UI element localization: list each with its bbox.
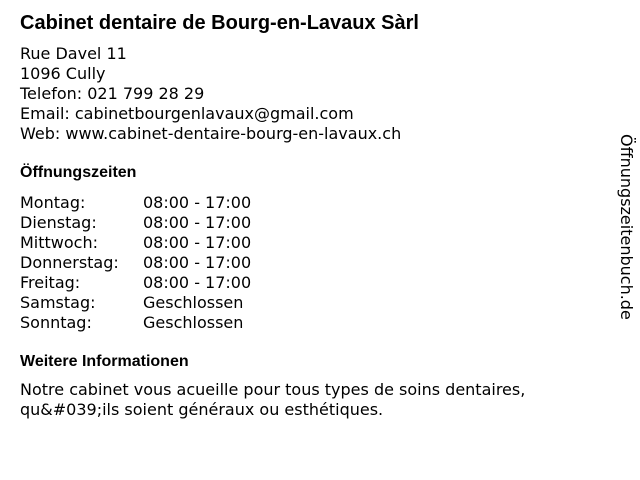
opening-hours-table (20, 193, 610, 333)
website: Web: www.cabinet-dentaire-bourg-en-lavaux.ch (20, 124, 402, 143)
hours-time: Geschlossen (143, 313, 244, 332)
hours-row (20, 273, 610, 293)
hours-row (20, 213, 610, 233)
hours-day: Donnerstag: (20, 253, 119, 272)
hours-time: 08:00 - 17:00 (143, 193, 252, 212)
hours-day: Samstag: (20, 293, 96, 312)
watermark-label: Öffnungszeitenbuch.de (617, 134, 636, 320)
email-address: Email: cabinetbourgenlavaux@gmail.com (20, 104, 354, 123)
business-card (20, 10, 610, 420)
hours-row (20, 253, 610, 273)
hours-day: Montag: (20, 193, 86, 212)
phone-number: Telefon: 021 799 28 29 (20, 84, 205, 103)
hours-row (20, 233, 610, 253)
hours-row (20, 193, 610, 213)
hours-time: 08:00 - 17:00 (143, 253, 252, 272)
hours-row (20, 293, 610, 313)
hours-time: 08:00 - 17:00 (143, 273, 252, 292)
hours-time: 08:00 - 17:00 (143, 213, 252, 232)
city: 1096 Cully (20, 64, 106, 83)
contact-details (20, 44, 610, 144)
street-address: Rue Davel 11 (20, 44, 127, 63)
hours-day: Dienstag: (20, 213, 97, 232)
hours-time: Geschlossen (143, 293, 244, 312)
more-info-heading: Weitere Informationen (20, 353, 189, 370)
hours-day: Sonntag: (20, 313, 92, 332)
hours-day: Mittwoch: (20, 233, 98, 252)
hours-time: 08:00 - 17:00 (143, 233, 252, 252)
business-name: Cabinet dentaire de Bourg-en-Lavaux Sàrl (20, 12, 419, 34)
opening-hours-heading: Öffnungszeiten (20, 164, 137, 181)
hours-day: Freitag: (20, 273, 81, 292)
more-info-text: Notre cabinet vous acueille pour tous types de soins dentaires, qu&#039;ils soient généraux ou esthétiques. (20, 380, 526, 419)
hours-row (20, 313, 610, 333)
